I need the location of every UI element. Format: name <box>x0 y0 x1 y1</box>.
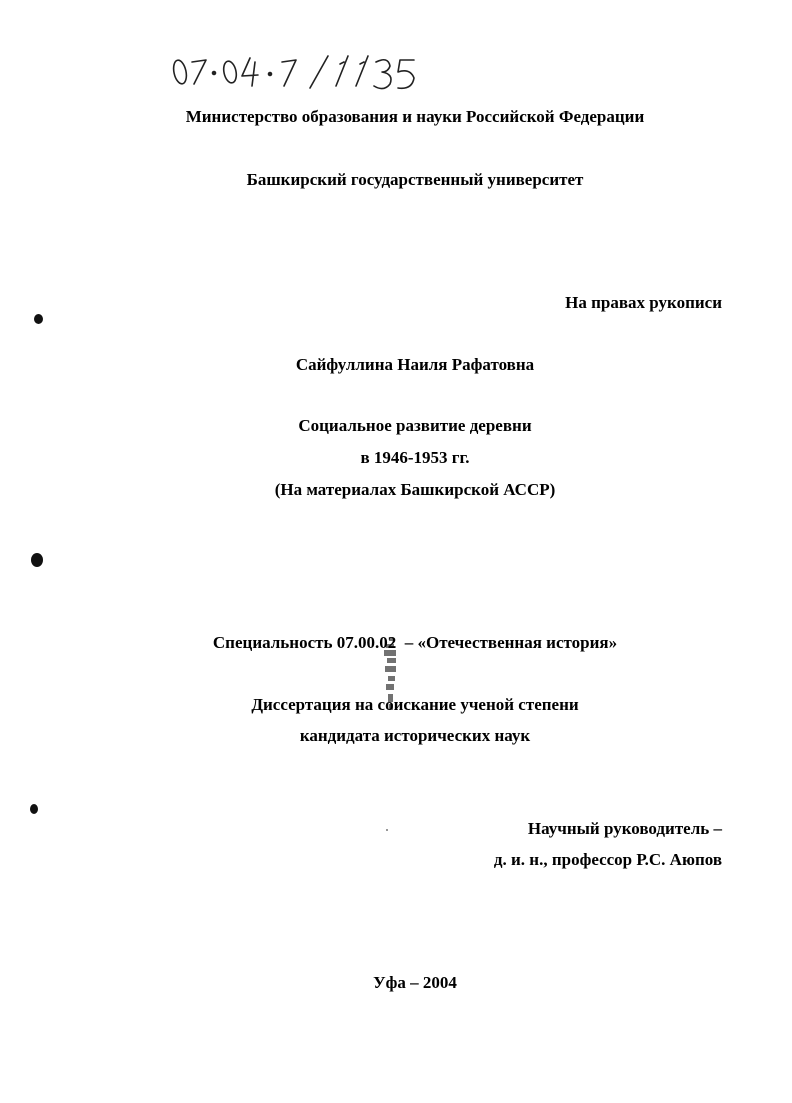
university-heading: Башкирский государственный университет <box>246 170 584 189</box>
specialty-line: Специальность 07.00.02 – «Отечественная история» <box>212 633 618 652</box>
supervisor-line-2: д. и. н., профессор Р.С. Аюпов <box>493 850 722 869</box>
scan-speck <box>34 314 43 324</box>
city-year: Уфа – 2004 <box>373 973 457 992</box>
title-line-2: в 1946-1953 гг. <box>360 448 470 467</box>
title-line-1: Социальное развитие деревни <box>298 416 532 435</box>
scan-speck <box>31 553 43 567</box>
dissertation-line-1: Диссертация на соискание ученой степени <box>251 695 579 714</box>
author-name: Сайфуллина Наиля Рафатовна <box>295 355 535 374</box>
handwritten-catalog-number <box>160 42 460 104</box>
scan-speck <box>30 804 38 814</box>
title-line-3: (На материалах Башкирской АССР) <box>274 480 556 499</box>
dissertation-line-2: кандидата исторических наук <box>299 726 531 745</box>
ministry-heading: Министерство образования и науки Российской Федерации <box>185 107 645 126</box>
scan-dot <box>386 829 388 831</box>
manuscript-rights-note: На правах рукописи <box>565 293 722 312</box>
supervisor-line-1: Научный руководитель – <box>527 819 722 838</box>
